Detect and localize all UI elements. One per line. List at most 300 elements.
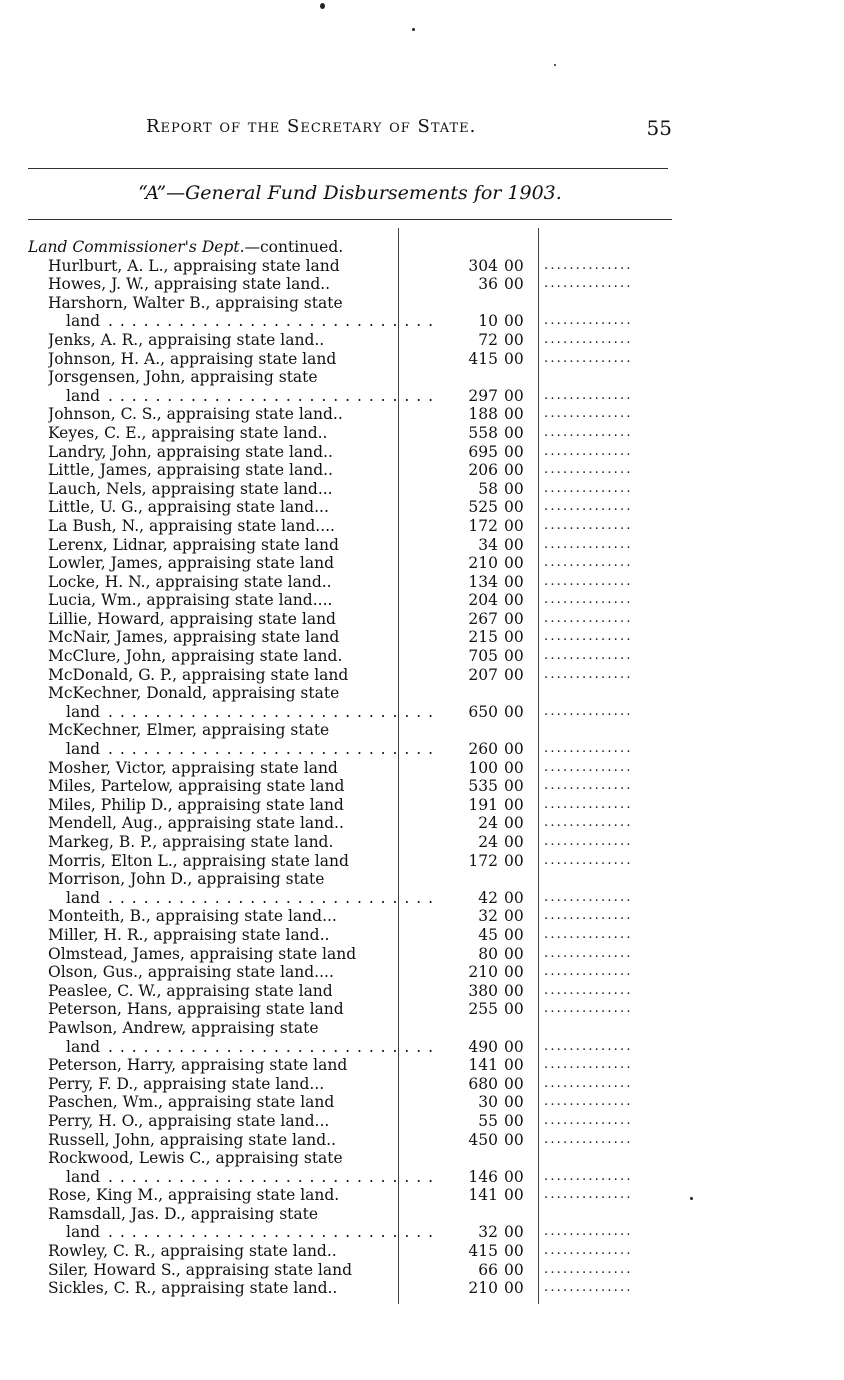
amount-dollars: 415 (468, 349, 498, 368)
payee-description (48, 536, 418, 555)
total-leader-dots: .............. (544, 1261, 633, 1277)
table-row (28, 368, 678, 387)
payee-description (48, 777, 418, 796)
amount-dollars: 535 (468, 777, 498, 796)
table-row (28, 666, 678, 685)
payee-description (48, 573, 418, 592)
payee-text: land (66, 1223, 101, 1242)
dept-suffix: —continued. (244, 238, 344, 256)
payee-description (48, 628, 418, 647)
amount-cents: 00 (504, 888, 524, 907)
table-row (28, 759, 678, 778)
total-leader-dots: .............. (544, 852, 633, 868)
payee-text: Johnson, C. S., appraising state land.. (48, 405, 343, 424)
payee-text: Mosher, Victor, appraising state land (48, 758, 338, 777)
payee-text: Rockwood, Lewis C., appraising state (48, 1149, 343, 1168)
payee-text: McClure, John, appraising state land. (48, 647, 343, 666)
total-leader-dots: .............. (544, 666, 633, 682)
total-leader-dots: .............. (544, 462, 633, 478)
amount-cents: 00 (504, 609, 524, 628)
payee-text: Lerenx, Lidnar, appraising state land (48, 535, 339, 554)
payee-text: Rowley, C. R., appraising state land.. (48, 1242, 337, 1261)
payee-text: land (66, 702, 101, 721)
amount-cents: 00 (504, 758, 524, 777)
amount-cents: 00 (504, 516, 524, 535)
amount-cents: 00 (504, 1167, 524, 1186)
total-leader-dots: .............. (544, 796, 633, 812)
disbursement-table (28, 238, 678, 1298)
payee-text: Morris, Elton L., appraising state land (48, 851, 349, 870)
total-leader-dots: .............. (544, 313, 633, 329)
amount-cents: 00 (504, 554, 524, 573)
payee-text: land (66, 740, 101, 759)
table-row (28, 312, 678, 331)
total-leader-dots: .............. (544, 703, 633, 719)
total-leader-dots: .............. (544, 406, 633, 422)
amount-cents: 00 (504, 442, 524, 461)
payee-description (48, 647, 418, 666)
amount-cents: 00 (504, 349, 524, 368)
table-row (28, 963, 678, 982)
payee-description-continued (66, 1168, 436, 1187)
table-row (28, 703, 678, 722)
payee-text: Lucia, Wm., appraising state land.... (48, 591, 333, 610)
table-row (28, 926, 678, 945)
amount-cents: 00 (504, 1074, 524, 1093)
payee-description (48, 1186, 418, 1205)
dept-heading-row (28, 238, 678, 257)
payee-text: Russell, John, appraising state land.. (48, 1130, 337, 1149)
table-row (28, 740, 678, 759)
payee-description (48, 350, 418, 369)
amount-dollars: 55 (478, 1111, 498, 1130)
payee-description (48, 554, 418, 573)
table-row (28, 1131, 678, 1150)
total-leader-dots: .............. (544, 1057, 633, 1073)
table-row (28, 1093, 678, 1112)
payee-description (48, 1093, 418, 1112)
payee-text: land (66, 1037, 101, 1056)
amount-cents: 00 (504, 1056, 524, 1075)
table-row (28, 945, 678, 964)
total-leader-dots: .............. (544, 1038, 633, 1054)
payee-text: Little, James, appraising state land.. (48, 461, 333, 480)
total-leader-dots: .............. (544, 276, 633, 292)
table-row (28, 1223, 678, 1242)
amount-dollars: 415 (468, 1242, 498, 1261)
payee-text: Peaslee, C. W., appraising state land (48, 981, 333, 1000)
table-row (28, 1261, 678, 1280)
table-row (28, 907, 678, 926)
total-leader-dots: .............. (544, 1094, 633, 1110)
total-leader-dots: .............. (544, 982, 633, 998)
amount-cents: 00 (504, 907, 524, 926)
payee-text: Miller, H. R., appraising state land.. (48, 925, 330, 944)
payee-description (48, 480, 418, 499)
total-leader-dots: .............. (544, 573, 633, 589)
payee-text: Howes, J. W., appraising state land.. (48, 275, 331, 294)
payee-description (48, 759, 418, 778)
amount-dollars: 188 (468, 405, 498, 424)
payee-description (48, 1075, 418, 1094)
table-row (28, 443, 678, 462)
amount-dollars: 24 (478, 814, 498, 833)
amount-cents: 00 (504, 405, 524, 424)
amount-cents: 00 (504, 1260, 524, 1279)
total-leader-dots: .............. (544, 443, 633, 459)
table-row (28, 1019, 678, 1038)
table-row (28, 684, 678, 703)
payee-description (48, 610, 418, 629)
total-leader-dots: .............. (544, 350, 633, 366)
table-row (28, 1000, 678, 1019)
amount-cents: 00 (504, 833, 524, 851)
total-leader-dots: .............. (544, 778, 633, 794)
payee-description-continued (66, 703, 436, 722)
total-leader-dots: .............. (544, 424, 633, 440)
amount-cents: 00 (504, 1000, 524, 1019)
amount-dollars: 215 (468, 628, 498, 647)
amount-dollars: 490 (468, 1037, 498, 1056)
amount-cents: 00 (504, 461, 524, 480)
amount-dollars: 191 (468, 795, 498, 814)
total-leader-dots: .............. (544, 834, 633, 849)
payee-text: Paschen, Wm., appraising state land (48, 1093, 335, 1112)
payee-description (48, 945, 418, 964)
payee-text: land (66, 1167, 101, 1186)
table-row (28, 387, 678, 406)
page-speck (412, 28, 415, 31)
amount-cents: 00 (504, 312, 524, 331)
table-row (28, 1205, 678, 1224)
payee-description-continued (66, 889, 436, 908)
table-row (28, 852, 678, 871)
amount-dollars: 141 (468, 1186, 498, 1205)
payee-text: land (66, 386, 101, 405)
payee-description (48, 1000, 418, 1019)
table-row (28, 1186, 678, 1205)
payee-description (48, 833, 418, 852)
payee-text: Ramsdall, Jas. D., appraising state (48, 1204, 319, 1223)
amount-dollars: 172 (468, 851, 498, 870)
payee-text: Harshorn, Walter B., appraising state (48, 293, 343, 312)
table-row (28, 1075, 678, 1094)
amount-dollars: 204 (468, 591, 498, 610)
total-leader-dots: .............. (544, 945, 633, 961)
dept-name: Land Commissioner's Dept. (28, 238, 245, 256)
amount-cents: 00 (504, 1242, 524, 1261)
table-row (28, 573, 678, 592)
table-row (28, 1279, 678, 1298)
amount-cents: 00 (504, 981, 524, 1000)
payee-text: Perry, H. O., appraising state land... (48, 1111, 330, 1130)
total-leader-dots: .............. (544, 257, 633, 273)
amount-dollars: 525 (468, 498, 498, 517)
amount-cents: 00 (504, 1037, 524, 1056)
payee-description-continued (66, 1038, 436, 1057)
amount-dollars: 24 (478, 833, 498, 851)
total-leader-dots: .............. (544, 964, 633, 980)
total-leader-dots: .............. (544, 1280, 633, 1296)
payee-text: Rose, King M., appraising state land. (48, 1186, 340, 1205)
payee-description (48, 721, 418, 740)
table-row (28, 331, 678, 350)
payee-description (48, 1056, 418, 1075)
payee-description (48, 963, 418, 982)
payee-text: Peterson, Harry, appraising state land (48, 1056, 348, 1075)
table-row (28, 1056, 678, 1075)
total-leader-dots: .............. (544, 629, 633, 645)
amount-dollars: 680 (468, 1074, 498, 1093)
table-row (28, 461, 678, 480)
running-title: Report of the Secretary of State. (146, 116, 477, 137)
payee-text: Sickles, C. R., appraising state land.. (48, 1279, 338, 1298)
header-rule (28, 168, 668, 169)
payee-description (48, 907, 418, 926)
amount-cents: 00 (504, 591, 524, 610)
amount-cents: 00 (504, 498, 524, 517)
payee-description (48, 852, 418, 871)
amount-cents: 00 (504, 1223, 524, 1242)
payee-text: Markeg, B. P., appraising state land. (48, 833, 334, 851)
total-leader-dots: .............. (544, 387, 633, 403)
total-leader-dots: .............. (544, 1112, 633, 1128)
total-leader-dots: .............. (544, 926, 633, 942)
table-row (28, 350, 678, 369)
total-leader-dots: .............. (544, 1075, 633, 1091)
payee-text: Lowler, James, appraising state land (48, 554, 335, 573)
amount-dollars: 210 (468, 963, 498, 982)
amount-dollars: 45 (478, 925, 498, 944)
payee-description (48, 1019, 418, 1038)
payee-description-continued (66, 1223, 436, 1242)
table-row (28, 405, 678, 424)
table-row (28, 1168, 678, 1187)
table-row (28, 721, 678, 740)
table-row (28, 833, 678, 852)
payee-text: Morrison, John D., appraising state (48, 870, 325, 889)
page-speck (554, 64, 556, 66)
amount-dollars: 297 (468, 386, 498, 405)
payee-text: Landry, John, appraising state land.. (48, 442, 333, 461)
total-leader-dots: .............. (544, 1187, 633, 1203)
payee-description (48, 275, 418, 294)
table-row (28, 982, 678, 1001)
payee-text: Miles, Partelow, appraising state land (48, 777, 345, 796)
payee-text: Miles, Philip D., appraising state land (48, 795, 344, 814)
payee-text: Jenks, A. R., appraising state land.. (48, 330, 325, 349)
table-row (28, 294, 678, 313)
payee-description (48, 982, 418, 1001)
total-leader-dots: .............. (544, 1224, 633, 1240)
payee-description (48, 684, 418, 703)
amount-cents: 00 (504, 535, 524, 554)
total-leader-dots: .............. (544, 889, 633, 905)
total-leader-dots: .............. (544, 759, 633, 775)
payee-description (48, 257, 418, 276)
amount-dollars: 34 (478, 535, 498, 554)
payee-description (48, 870, 418, 889)
payee-description (48, 1149, 418, 1168)
table-row (28, 1242, 678, 1261)
section-rule (28, 219, 672, 220)
amount-dollars: 141 (468, 1056, 498, 1075)
table-row (28, 257, 678, 276)
amount-cents: 00 (504, 330, 524, 349)
amount-dollars: 260 (468, 740, 498, 759)
payee-description (48, 368, 418, 387)
payee-description (48, 405, 418, 424)
payee-text: Keyes, C. E., appraising state land.. (48, 423, 328, 442)
amount-dollars: 36 (478, 275, 498, 294)
payee-text: Lauch, Nels, appraising state land... (48, 479, 333, 498)
amount-dollars: 304 (468, 256, 498, 275)
payee-description (48, 814, 418, 833)
amount-dollars: 80 (478, 944, 498, 963)
payee-description (48, 796, 418, 815)
table-row (28, 480, 678, 499)
payee-text: Little, U. G., appraising state land... (48, 498, 329, 517)
amount-cents: 00 (504, 628, 524, 647)
amount-cents: 00 (504, 572, 524, 591)
amount-cents: 00 (504, 963, 524, 982)
amount-cents: 00 (504, 944, 524, 963)
amount-cents: 00 (504, 256, 524, 275)
table-row (28, 536, 678, 555)
payee-description (48, 1131, 418, 1150)
payee-description (48, 517, 418, 536)
amount-dollars: 32 (478, 907, 498, 926)
payee-description (48, 1242, 418, 1261)
total-leader-dots: .............. (544, 648, 633, 664)
amount-cents: 00 (504, 647, 524, 666)
amount-dollars: 267 (468, 609, 498, 628)
payee-description (48, 1279, 418, 1298)
payee-text: Pawlson, Andrew, appraising state (48, 1018, 319, 1037)
amount-cents: 00 (504, 814, 524, 833)
total-leader-dots: .............. (544, 908, 633, 924)
amount-dollars: 10 (478, 312, 498, 331)
amount-dollars: 650 (468, 702, 498, 721)
payee-description-continued (66, 312, 436, 331)
amount-cents: 00 (504, 1111, 524, 1130)
payee-text: Peterson, Hans, appraising state land (48, 1000, 344, 1019)
payee-description (48, 666, 418, 685)
total-leader-dots: .............. (544, 499, 633, 515)
amount-dollars: 380 (468, 981, 498, 1000)
payee-text: land (66, 888, 101, 907)
payee-text: Olson, Gus., appraising state land.... (48, 963, 334, 982)
total-leader-dots: .............. (544, 1001, 633, 1017)
total-leader-dots: .............. (544, 592, 633, 608)
payee-description (48, 331, 418, 350)
amount-cents: 00 (504, 1130, 524, 1149)
table-row (28, 796, 678, 815)
payee-text: Monteith, B., appraising state land... (48, 907, 337, 926)
payee-description (48, 294, 418, 313)
table-row (28, 777, 678, 796)
table-row (28, 591, 678, 610)
amount-dollars: 66 (478, 1260, 498, 1279)
amount-dollars: 210 (468, 554, 498, 573)
total-leader-dots: .............. (544, 331, 633, 347)
table-row (28, 517, 678, 536)
payee-text: McKechner, Donald, appraising state (48, 684, 340, 703)
amount-dollars: 172 (468, 516, 498, 535)
table-row (28, 1112, 678, 1131)
payee-description-continued (66, 740, 436, 759)
amount-dollars: 72 (478, 330, 498, 349)
amount-dollars: 100 (468, 758, 498, 777)
table-row (28, 889, 678, 908)
amount-dollars: 42 (478, 888, 498, 907)
total-leader-dots: .............. (544, 1168, 633, 1184)
total-leader-dots: .............. (544, 555, 633, 571)
amount-cents: 00 (504, 702, 524, 721)
amount-dollars: 32 (478, 1223, 498, 1242)
amount-dollars: 134 (468, 572, 498, 591)
total-leader-dots: .............. (544, 517, 633, 533)
table-row (28, 870, 678, 889)
payee-text: Perry, F. D., appraising state land... (48, 1074, 325, 1093)
payee-text: Olmstead, James, appraising state land (48, 944, 357, 963)
amount-cents: 00 (504, 665, 524, 684)
amount-cents: 00 (504, 925, 524, 944)
amount-dollars: 30 (478, 1093, 498, 1112)
table-row (28, 275, 678, 294)
amount-dollars: 558 (468, 423, 498, 442)
payee-text: McNair, James, appraising state land (48, 628, 340, 647)
total-leader-dots: .............. (544, 815, 633, 831)
payee-text: Lillie, Howard, appraising state land (48, 609, 336, 628)
amount-dollars: 207 (468, 665, 498, 684)
table-row (28, 1149, 678, 1168)
amount-cents: 00 (504, 740, 524, 759)
payee-description (48, 498, 418, 517)
amount-dollars: 255 (468, 1000, 498, 1019)
table-row (28, 554, 678, 573)
table-row (28, 424, 678, 443)
amount-cents: 00 (504, 1093, 524, 1112)
table-row (28, 628, 678, 647)
amount-cents: 00 (504, 1186, 524, 1205)
amount-dollars: 206 (468, 461, 498, 480)
amount-dollars: 695 (468, 442, 498, 461)
total-leader-dots: .............. (544, 1243, 633, 1259)
payee-text: land (66, 312, 101, 331)
payee-text: McDonald, G. P., appraising state land (48, 665, 349, 684)
payee-text: Jorsgensen, John, appraising state (48, 368, 318, 387)
total-leader-dots: .............. (544, 480, 633, 496)
amount-cents: 00 (504, 423, 524, 442)
section-title: “A”—General Fund Disbursements for 1903. (138, 182, 562, 204)
page-number: 55 (646, 116, 672, 140)
payee-description (48, 926, 418, 945)
payee-text: Johnson, H. A., appraising state land (48, 349, 337, 368)
amount-cents: 00 (504, 851, 524, 870)
table-row (28, 647, 678, 666)
table-row (28, 610, 678, 629)
total-leader-dots: .............. (544, 1131, 633, 1147)
dept-heading (28, 238, 398, 257)
total-leader-dots: .............. (544, 741, 633, 757)
payee-description (48, 1112, 418, 1131)
amount-cents: 00 (504, 275, 524, 294)
total-leader-dots: .............. (544, 536, 633, 552)
table-row (28, 1038, 678, 1057)
amount-cents: 00 (504, 777, 524, 796)
payee-text: Locke, H. N., appraising state land.. (48, 572, 332, 591)
